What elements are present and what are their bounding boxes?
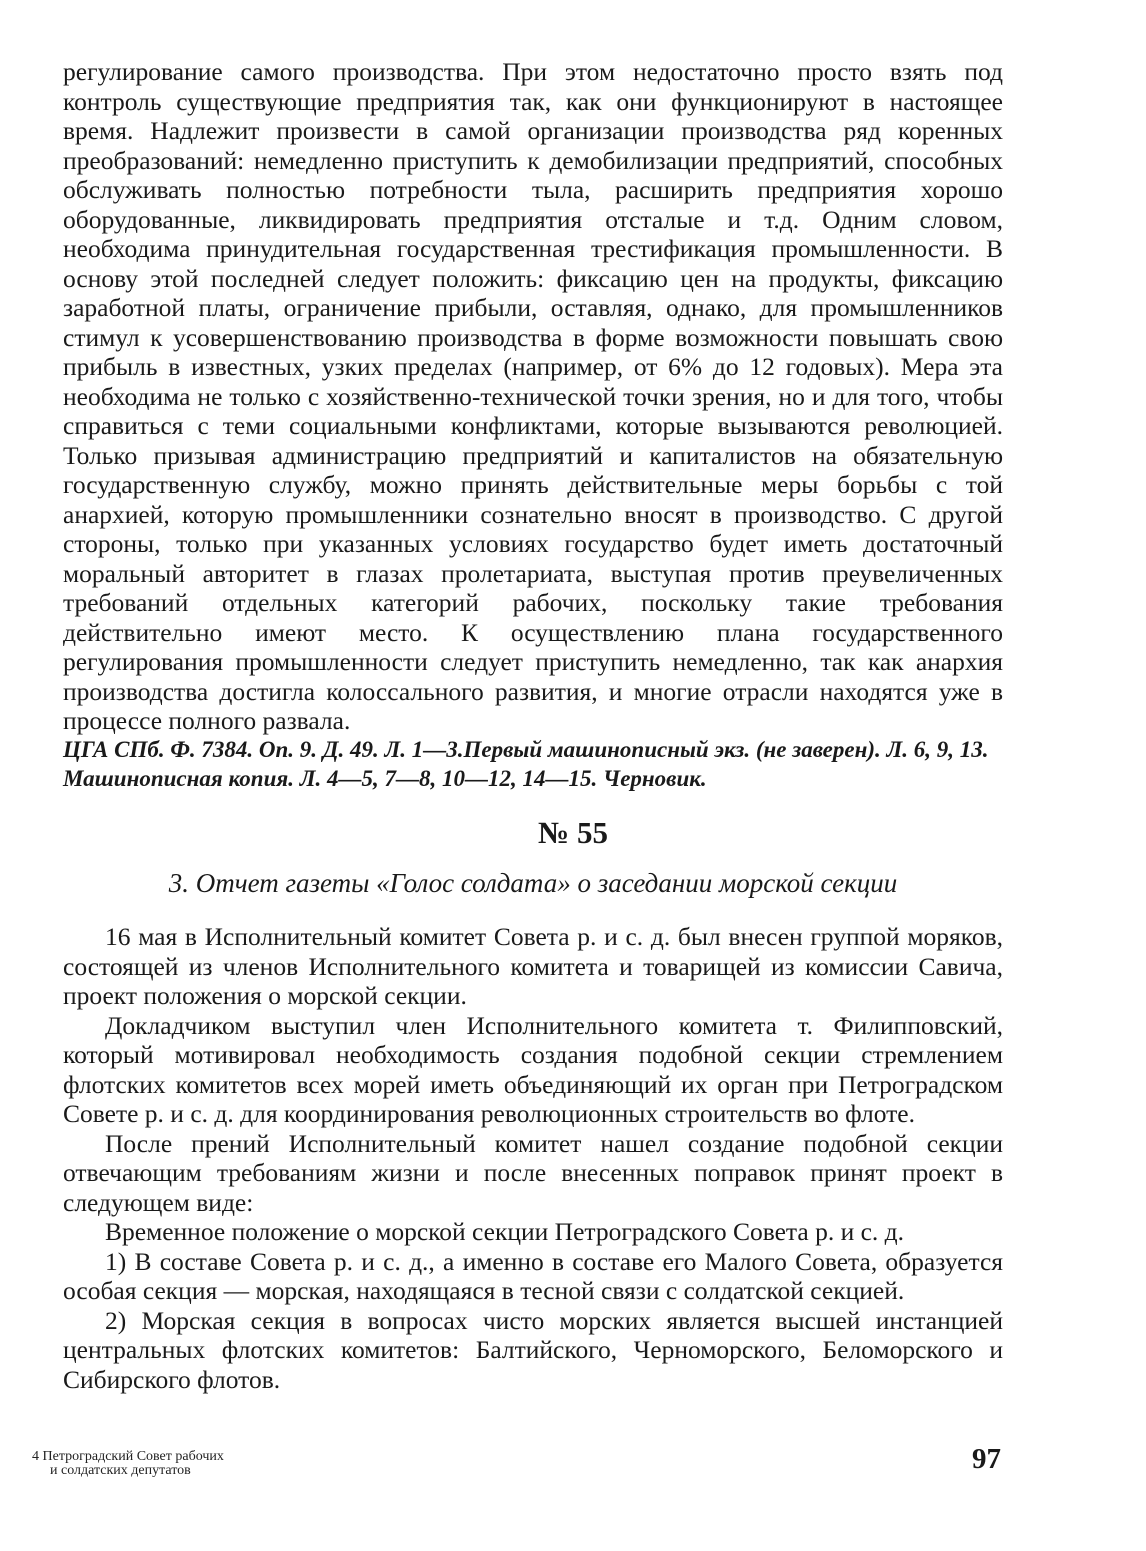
document-number: № 55 (538, 815, 608, 850)
footer-line: 4 Петроградский Совет рабочих (32, 1449, 224, 1464)
page-number: 97 (972, 1443, 1001, 1475)
document-body (63, 922, 1003, 1394)
paragraph: 1) В составе Совета р. и с. д., а именно в составе его Малого Совета, образуется особая секция — морская, находящаяся в тесной связи с солдатской секцией. (63, 1246, 1003, 1305)
paragraph: Докладчиком выступил член Исполнительного комитета т. Филипповский, который мотивировал необходимость создания подобной секции стремлением флотских комитетов всех морей иметь объединяющий их орган при Петроградском Совете р. и с. д. для координирования революционных строительств во флоте. (63, 1010, 1003, 1128)
document-title: 3. Отчет газеты «Голос солдата» о заседании морской секции (168, 868, 898, 898)
paragraph: После прений Исполнительный комитет нашел создание подобной секции отвечающим требованиям жизни и после внесенных поправок принят проект в следующем виде: (63, 1128, 1003, 1217)
top-text-block (63, 57, 1003, 736)
paragraph: 16 мая в Исполнительный комитет Совета р. и с. д. был внесен группой моряков, состоящей из членов Исполнительного комитета и товарищей из комиссии Савича, проект положения о морской секции. (63, 922, 1003, 1010)
signature-footer (32, 1450, 224, 1478)
footer-line: и солдатских депутатов (50, 1463, 191, 1478)
paragraph: Временное положение о морской секции Петроградского Совета р. и с. д. (105, 1217, 905, 1246)
archive-source-note: ЦГА СПб. Ф. 7384. Оп. 9. Д. 49. Л. 1—3.Первый машинописный экз. (не заверен). Л. 6, 9, 13. Машинописная копия. Л. 4—5, 7—8, 10—12, 14—15. Черновик. (63, 737, 989, 791)
paragraph: 2) Морская секция в вопросах чисто морских является высшей инстанцией центральных флотских комитетов: Балтийского, Черноморского, Беломорского и Сибирского флотов. (63, 1305, 1003, 1394)
paragraph: регулирование самого производства. При этом недостаточно просто взять под контроль существующие предприятия так, как они функционируют в настоящее время. Надлежит произвести в самой организации производства ряд коренных преобразований: немедленно приступить к демобилизации предприятий, способных обслуживать полностью потребности тыла, расширить предприятия хорошо оборудованные, ликвидировать предприятия отсталые и т.д. Одним словом, необходима принудительная государственная трестификация промышленности. В основу этой последней следует положить: фиксацию цен на продукты, фиксацию заработной платы, ограничение прибыли, оставляя, однако, для промышленников стимул к усовершенствованию производства в форме возможности повышать свою прибыль в известных, узких пределах (например, от 6% до 12 годовых). Мера эта необходима не только с хозяйственно-технической точки зрения, но и для того, чтобы справиться с теми социальными конфликтами, которые вызываются революцией. Только призывая администрацию предприятий и капиталистов на обязательную государственную службу, можно принять действительные меры борьбы с той анархией, которую промышленники сознательно вносят в производство. С другой стороны, только при указанных условиях государство будет иметь достаточный моральный авторитет в глазах пролетариата, выступая против преувеличенных требований отдельных категорий рабочих, поскольку такие требования действительно имеют место. К осуществлению плана государственного регулирования промышленности следует приступить немедленно, так как анархия производства достигла колоссального развития, и многие отрасли находятся уже в процессе полного развала. (63, 57, 1003, 735)
